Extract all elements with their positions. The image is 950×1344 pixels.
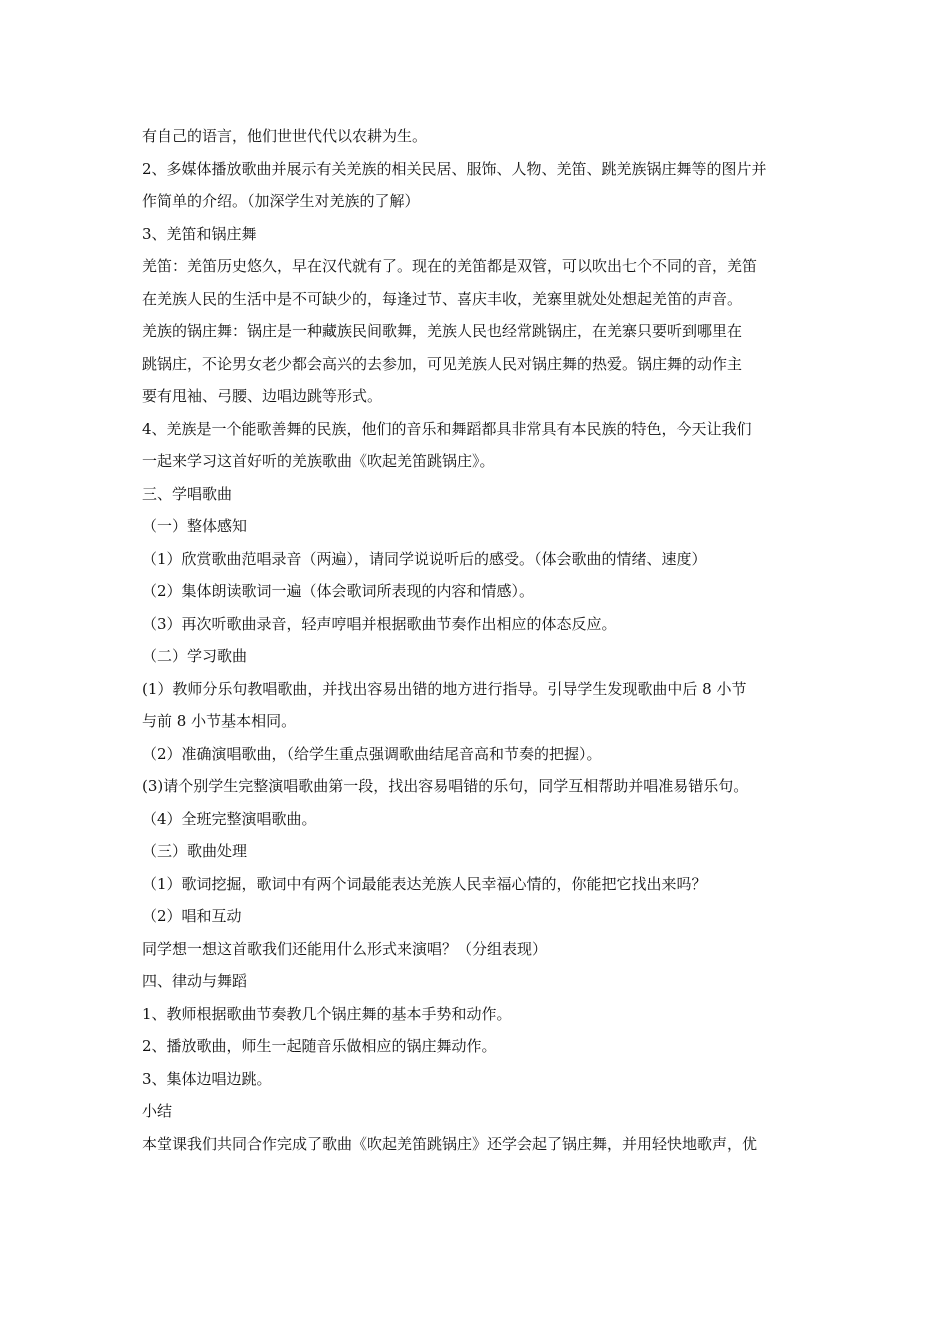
subsection-heading: （三）歌曲处理 (142, 842, 248, 860)
subsection-heading: （一）整体感知 (142, 517, 248, 535)
text-line: （3）再次听歌曲录音，轻声哼唱并根据歌曲节奏作出相应的体态反应。 (142, 614, 617, 633)
section-heading: 小结 (142, 1102, 173, 1120)
text-line: 作简单的介绍。（加深学生对羌族的了解） (142, 192, 420, 210)
text-line: (3)请个别学生完整演唱歌曲第一段，找出容易唱错的乐句，同学互相帮助并唱准易错乐句。 (142, 777, 749, 795)
text-line: 3、集体边唱边跳。 (142, 1069, 272, 1088)
text-line: 2、多媒体播放歌曲并展示有关羌族的相关民居、服饰、人物、羌笛、跳羌族锅庄舞等的图片并 (142, 159, 767, 178)
text-line: 同学想一想这首歌我们还能用什么形式来演唱？（分组表现） (142, 939, 548, 958)
text-line: 有自己的语言，他们世世代代以农耕为生。 (142, 127, 428, 145)
text-line: （2）唱和互动 (142, 907, 242, 925)
text-line: （2）准确演唱歌曲，（给学生重点强调歌曲结尾音高和节奏的把握）。 (142, 744, 602, 763)
text-line: （1）欣赏歌曲范唱录音（两遍），请同学说说听后的感受。（体会歌曲的情绪、速度） (142, 549, 707, 568)
section-heading: 3、羌笛和锅庄舞 (142, 224, 257, 243)
text-line: 一起来学习这首好听的羌族歌曲《吹起羌笛跳锅庄》。 (142, 452, 495, 470)
text-line: 与前 8 小节基本相同。 (142, 712, 297, 730)
text-line: 本堂课我们共同合作完成了歌曲《吹起羌笛跳锅庄》还学会起了锅庄舞，并用轻快地歌声，优 (142, 1134, 758, 1153)
text-line: 跳锅庄，不论男女老少都会高兴的去参加，可见羌族人民对锅庄舞的热爱。锅庄舞的动作主 (142, 354, 743, 373)
text-line: 4、羌族是一个能歌善舞的民族，他们的音乐和舞蹈都具非常具有本民族的特色，今天让我们 (142, 419, 752, 438)
text-line: 2、播放歌曲，师生一起随音乐做相应的锅庄舞动作。 (142, 1037, 497, 1055)
text-line: （4）全班完整演唱歌曲。 (142, 809, 317, 828)
section-heading: 三、学唱歌曲 (142, 484, 233, 503)
document-body (142, 120, 812, 1160)
text-line: （2）集体朗读歌词一遍（体会歌词所表现的内容和情感）。 (142, 582, 535, 600)
text-line: 羌笛：羌笛历史悠久，早在汉代就有了。现在的羌笛都是双管，可以吹出七个不同的音，羌笛 (142, 257, 758, 275)
text-line: 要有甩袖、弓腰、边唱边跳等形式。 (142, 387, 383, 405)
text-line: (1）教师分乐句教唱歌曲，并找出容易出错的地方进行指导。引导学生发现歌曲中后 8 小节 (142, 679, 747, 698)
subsection-heading: （二）学习歌曲 (142, 647, 248, 665)
text-line: 羌族的锅庄舞：锅庄是一种藏族民间歌舞，羌族人民也经常跳锅庄，在羌寨只要听到哪里在 (142, 322, 743, 340)
text-line: （1）歌词挖掘，歌词中有两个词最能表达羌族人民幸福心情的，你能把它找出来吗？ (142, 874, 707, 893)
text-line: 1、教师根据歌曲节奏教几个锅庄舞的基本手势和动作。 (142, 1004, 512, 1023)
text-line: 在羌族人民的生活中是不可缺少的，每逢过节、喜庆丰收，羌寨里就处处想起羌笛的声音。 (142, 289, 743, 308)
section-heading: 四、律动与舞蹈 (142, 972, 248, 990)
